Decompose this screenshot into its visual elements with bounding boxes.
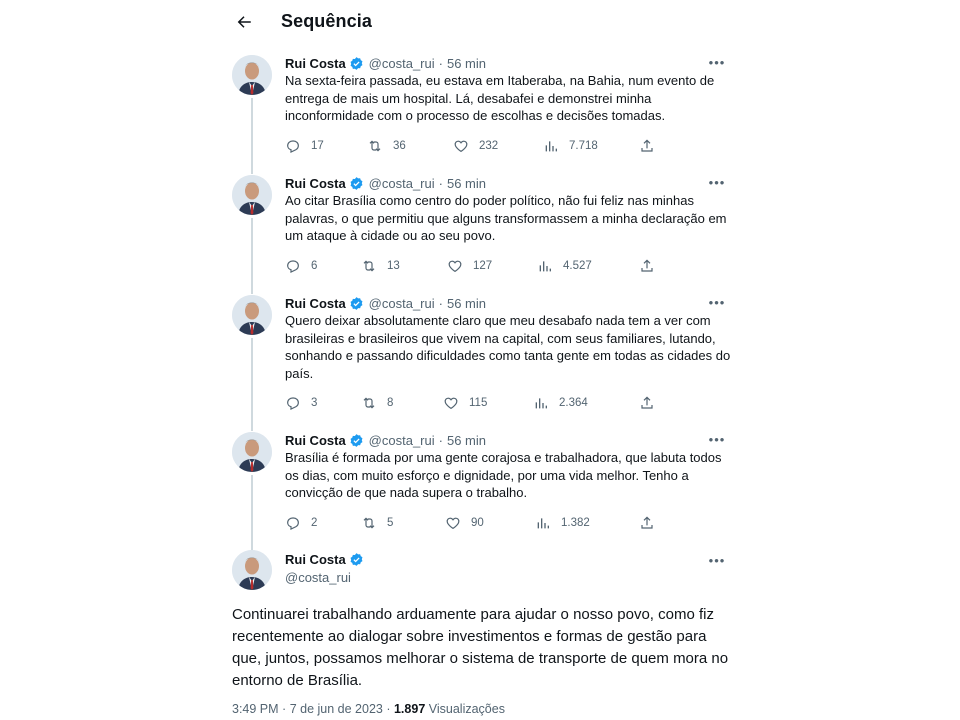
more-options-button[interactable] bbox=[706, 550, 728, 570]
view-count: 2.364 bbox=[559, 397, 588, 409]
tweet-text: Na sexta-feira passada, eu estava em Itaberaba, na Bahia, num evento de entrega de mais um hospital. Lá, desabafei e demonstrei minha inconformidade com o processo de escolhas e decisões tomadas. bbox=[285, 73, 715, 123]
retweet-button[interactable] bbox=[361, 256, 400, 276]
tweet-meta: Rui Costa @costa_rui · 56 min bbox=[285, 175, 486, 191]
retweet-count: 13 bbox=[387, 260, 400, 272]
thread-tweet[interactable] bbox=[222, 431, 740, 541]
verified-badge-icon bbox=[349, 56, 364, 71]
tweet-text: Ao citar Brasília como centro do poder político, não fui feliz nas minhas palavras, o que permitiu que alguns transformassem a minha declaração em um ataque à cidade ou ao seu povo. bbox=[285, 193, 727, 243]
share-icon bbox=[639, 395, 655, 411]
author-handle[interactable]: @costa_rui bbox=[368, 55, 435, 71]
bar-chart-icon bbox=[533, 395, 549, 411]
arrow-left-icon bbox=[235, 13, 253, 31]
more-options-button[interactable] bbox=[706, 172, 728, 192]
tweet-timestamp[interactable]: 3:49 PM bbox=[232, 702, 279, 716]
tweet-footer: 3:49 PM · 7 de jun de 2023 · 1.897 Visualizações bbox=[232, 702, 505, 716]
verified-badge-icon bbox=[349, 176, 364, 191]
reply-button[interactable] bbox=[285, 256, 317, 276]
more-options-button[interactable] bbox=[706, 429, 728, 449]
reply-button[interactable] bbox=[285, 513, 317, 533]
ellipsis-icon: ••• bbox=[708, 174, 726, 190]
header bbox=[222, 0, 740, 44]
retweet-button[interactable] bbox=[361, 393, 393, 413]
share-button[interactable] bbox=[639, 393, 665, 413]
author-handle[interactable]: @costa_rui bbox=[368, 295, 435, 311]
tweet-time[interactable]: 56 min bbox=[446, 432, 486, 448]
tweet-actions bbox=[285, 136, 685, 156]
like-count: 127 bbox=[473, 260, 493, 272]
like-count: 115 bbox=[469, 397, 488, 409]
avatar[interactable] bbox=[232, 55, 272, 95]
reply-icon bbox=[285, 395, 301, 411]
share-button[interactable] bbox=[639, 513, 665, 533]
avatar[interactable] bbox=[232, 432, 272, 472]
tweet-actions bbox=[285, 513, 685, 533]
ellipsis-icon: ••• bbox=[708, 294, 726, 310]
tweet-time[interactable]: 56 min bbox=[446, 175, 486, 191]
retweet-icon bbox=[361, 395, 377, 411]
thread-tweet[interactable] bbox=[222, 54, 740, 164]
retweet-count: 8 bbox=[387, 397, 394, 409]
author-handle[interactable]: @costa_rui bbox=[368, 175, 435, 191]
reply-count: 3 bbox=[311, 397, 318, 409]
bar-chart-icon bbox=[537, 258, 553, 274]
tweet-meta: Rui Costa @costa_rui · 56 min bbox=[285, 432, 486, 448]
share-button[interactable] bbox=[639, 136, 665, 156]
reply-icon bbox=[285, 138, 301, 154]
views-button[interactable] bbox=[533, 393, 588, 413]
verified-badge-icon bbox=[349, 296, 364, 311]
ellipsis-icon: ••• bbox=[708, 552, 726, 568]
retweet-icon bbox=[367, 138, 383, 154]
thread-tweet[interactable] bbox=[222, 174, 740, 284]
retweet-button[interactable] bbox=[367, 136, 406, 156]
reply-count: 2 bbox=[311, 517, 318, 529]
tweet-text: Quero deixar absolutamente claro que meu desabafo nada tem a ver com brasileiras e brasileiros que vivem na capital, com seus familiares, lutando, sonhando e passando dificuldades como tanta gente em todas as cidades do país. bbox=[285, 313, 731, 381]
views-button[interactable] bbox=[543, 136, 598, 156]
view-count: 4.527 bbox=[563, 260, 592, 272]
tweet-meta: Rui Costa @costa_rui · 56 min bbox=[285, 295, 486, 311]
heart-icon bbox=[453, 138, 469, 154]
share-icon bbox=[639, 138, 655, 154]
reply-count: 6 bbox=[311, 260, 318, 272]
reply-icon bbox=[285, 258, 301, 274]
heart-icon bbox=[447, 258, 463, 274]
tweet-meta: Rui Costa @costa_rui · 56 min bbox=[285, 55, 486, 71]
author-handle[interactable]: @costa_rui bbox=[285, 570, 351, 585]
tweet-date[interactable]: 7 de jun de 2023 bbox=[289, 702, 383, 716]
reply-button[interactable] bbox=[285, 136, 324, 156]
bar-chart-icon bbox=[535, 515, 551, 531]
author-name[interactable]: Rui Costa bbox=[285, 432, 346, 448]
like-button[interactable] bbox=[447, 256, 492, 276]
views-button[interactable] bbox=[537, 256, 592, 276]
retweet-count: 5 bbox=[387, 517, 394, 529]
like-button[interactable] bbox=[443, 393, 487, 413]
page-title: Sequência bbox=[281, 11, 372, 31]
avatar[interactable] bbox=[232, 295, 272, 335]
verified-badge-icon bbox=[349, 433, 364, 448]
tweet-actions bbox=[285, 256, 685, 276]
avatar[interactable] bbox=[232, 550, 272, 590]
view-count: 7.718 bbox=[569, 140, 598, 152]
ellipsis-icon: ••• bbox=[708, 431, 726, 447]
ellipsis-icon: ••• bbox=[708, 54, 726, 70]
reply-button[interactable] bbox=[285, 393, 317, 413]
retweet-icon bbox=[361, 515, 377, 531]
author-handle[interactable]: @costa_rui bbox=[368, 432, 435, 448]
thread-tweet[interactable] bbox=[222, 294, 740, 422]
author-name[interactable]: Rui Costa bbox=[285, 295, 346, 311]
view-count: 1.382 bbox=[561, 517, 590, 529]
bar-chart-icon bbox=[543, 138, 559, 154]
main-tweet-text: Continuarei trabalhando arduamente para ajudar o nosso povo, como fiz recentemente ao dialogar sobre investimentos e formas de gestão para que, juntos, possamos melhorar o sistema de transporte de quem mora no entorno de Brasília. bbox=[232, 606, 729, 689]
views-button[interactable] bbox=[535, 513, 590, 533]
like-count: 90 bbox=[471, 517, 484, 529]
reply-count: 17 bbox=[311, 140, 324, 152]
retweet-button[interactable] bbox=[361, 513, 393, 533]
verified-badge-icon bbox=[349, 552, 364, 567]
more-options-button[interactable] bbox=[706, 292, 728, 312]
tweet-time[interactable]: 56 min bbox=[446, 55, 486, 71]
tweet-time[interactable]: 56 min bbox=[446, 295, 486, 311]
share-icon bbox=[639, 515, 655, 531]
reply-icon bbox=[285, 515, 301, 531]
retweet-icon bbox=[361, 258, 377, 274]
avatar[interactable] bbox=[232, 175, 272, 215]
like-button[interactable] bbox=[445, 513, 484, 533]
author-name[interactable]: Rui Costa bbox=[285, 175, 346, 191]
tweet-meta bbox=[285, 550, 364, 568]
like-count: 232 bbox=[479, 140, 499, 152]
heart-icon bbox=[445, 515, 461, 531]
like-button[interactable] bbox=[453, 136, 498, 156]
share-icon bbox=[639, 258, 655, 274]
views-count[interactable]: 1.897 bbox=[393, 702, 426, 716]
author-name[interactable]: Rui Costa bbox=[285, 551, 346, 567]
retweet-count: 36 bbox=[393, 140, 406, 152]
tweet-actions bbox=[285, 393, 685, 413]
share-button[interactable] bbox=[639, 256, 665, 276]
author-name[interactable]: Rui Costa bbox=[285, 55, 346, 71]
thread-page bbox=[222, 0, 740, 720]
tweet-text: Brasília é formada por uma gente corajosa e trabalhadora, que labuta todos os dias, com muito esforço e dignidade, por uma vida melhor. Tenho a convicção de que nada supera o trabalho. bbox=[285, 450, 722, 500]
views-label: Visualizações bbox=[428, 702, 505, 716]
heart-icon bbox=[443, 395, 459, 411]
more-options-button[interactable] bbox=[706, 52, 728, 72]
back-button[interactable] bbox=[230, 8, 258, 36]
